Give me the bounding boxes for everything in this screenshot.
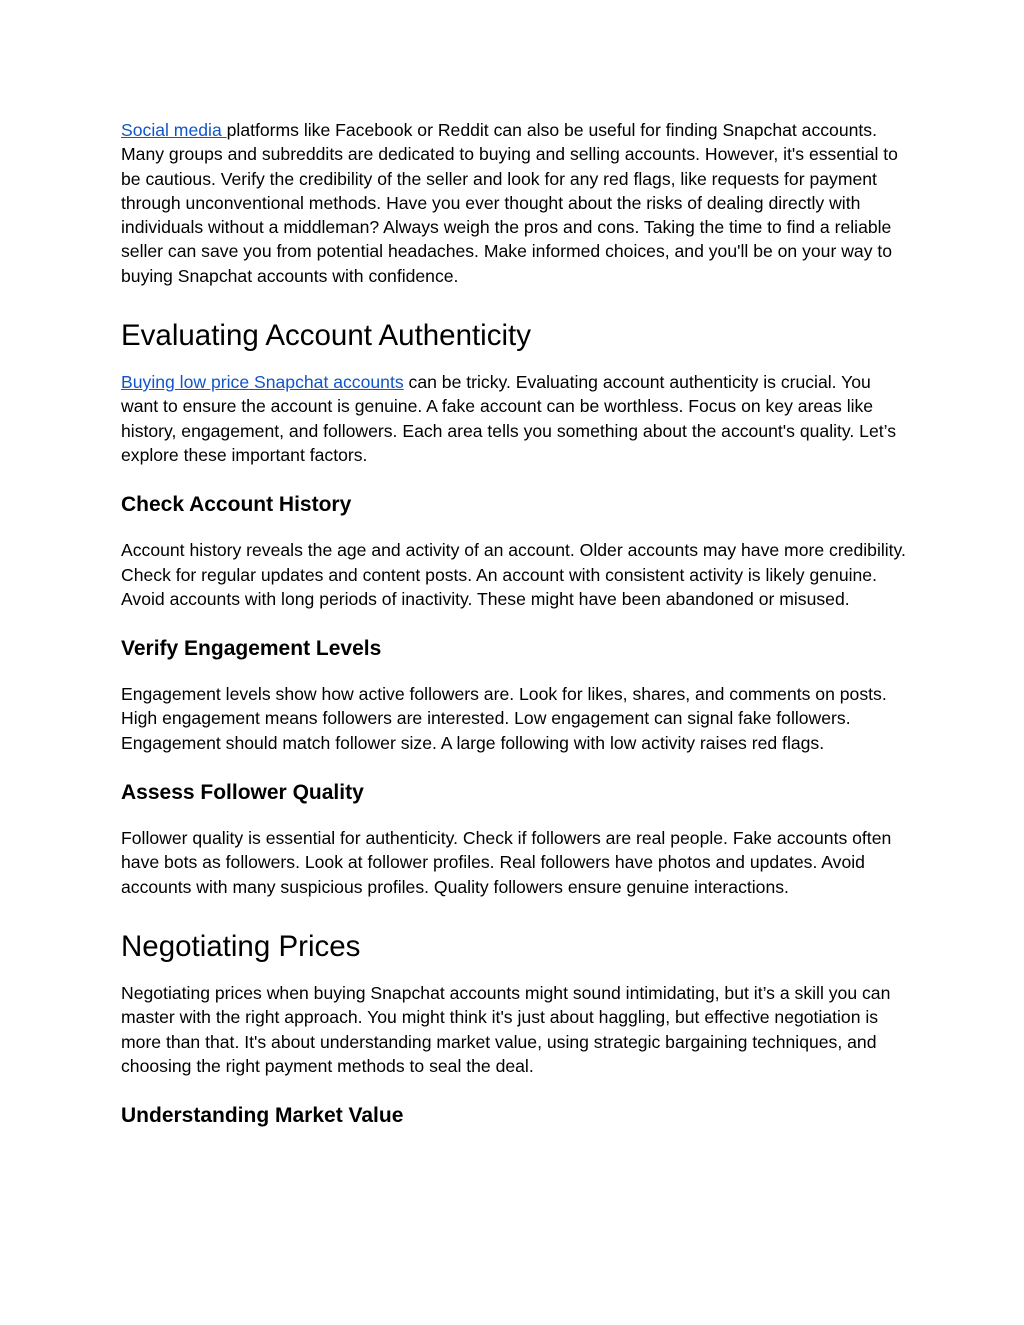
heading-assess-follower-quality: Assess Follower Quality: [121, 781, 364, 805]
evaluating-paragraph: [121, 370, 911, 467]
evaluating-text: can be tricky. Evaluating account authenticity is crucial. You want to ensure the account is genuine. A fake account can be worthless. Focus on key areas like history, engagement, and followers. Each area tells you something about the account's quality. Let’s explore these important factors.: [121, 372, 897, 465]
negotiating-paragraph: Negotiating prices when buying Snapchat accounts might sound intimidating, but it’s a skill you can master with the right approach. You might think it's just about haggling, but effective negotiation is more than that. It's about understanding market value, using strategic bargaining techniques, and choosing the right payment methods to seal the deal.: [121, 982, 891, 1076]
intro-text: platforms like Facebook or Reddit can also be useful for finding Snapchat accounts. Many groups and subreddits are dedicated to buying and selling accounts. However, it's essential to be cautious. Verify the credibility of the seller and look for any red flags, like requests for payment through unconventional methods. Have you ever thought about the risks of dealing directly with individuals without a middleman? Always weigh the pros and cons. Taking the time to find a reliable seller can save you from potential headaches. Make informed choices, and you'll be on your way to buying Snapchat accounts with confidence.: [121, 120, 898, 286]
intro-paragraph: [121, 118, 911, 288]
heading-understanding-market-value: Understanding Market Value: [121, 1104, 404, 1128]
buying-snapchat-accounts-link[interactable]: Buying low price Snapchat accounts: [121, 372, 404, 393]
follower-paragraph: Follower quality is essential for authenticity. Check if followers are real people. Fake accounts often have bots as followers. Look at follower profiles. Real followers have photos and updates. Avoid accounts with many suspicious profiles. Quality followers ensure genuine interactions.: [121, 828, 892, 897]
heading-evaluating-account-authenticity: Evaluating Account Authenticity: [121, 319, 531, 353]
document-page: [121, 118, 911, 1130]
heading-check-account-history: Check Account History: [121, 493, 352, 517]
history-paragraph: Account history reveals the age and activity of an account. Older accounts may have more credibility. Check for regular updates and content posts. An account with consistent activity is likely genuine. Avoid accounts with long periods of inactivity. These might have been abandoned or misused.: [121, 540, 906, 609]
social-media-link[interactable]: Social media: [121, 120, 227, 140]
heading-verify-engagement-levels: Verify Engagement Levels: [121, 637, 382, 661]
heading-negotiating-prices: Negotiating Prices: [121, 929, 361, 963]
engagement-paragraph: Engagement levels show how active followers are. Look for likes, shares, and comments on posts. High engagement means followers are interested. Low engagement can signal fake followers. Engagement should match follower size. A large following with low activity raises red flags.: [121, 684, 887, 753]
